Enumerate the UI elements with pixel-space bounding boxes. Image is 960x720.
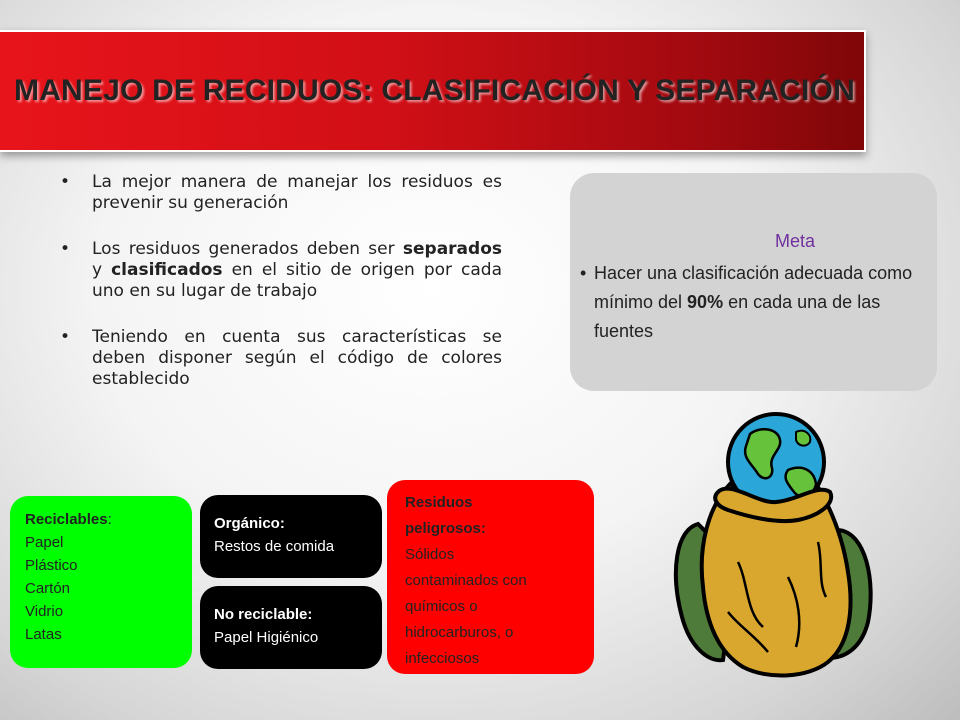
recyclables-box: Reciclables: Papel Plástico Cartón Vidrio Latas <box>10 496 192 668</box>
non-recyclable-box <box>200 586 382 669</box>
bullet-item: • Teniendo en cuenta sus características se deben disponer según el código de colores establecido <box>60 327 502 390</box>
list-item: Papel <box>25 534 64 551</box>
list-item: contaminados con <box>405 572 527 589</box>
list-item: Cartón <box>25 580 71 597</box>
list-item: Plástico <box>25 557 78 574</box>
hazardous-title: Residuos <box>405 494 473 511</box>
hazardous-box <box>387 480 594 674</box>
list-item: infecciosos <box>405 650 480 667</box>
hazardous-title: peligrosos: <box>405 520 486 537</box>
list-item: Latas <box>25 626 62 643</box>
goal-title: Meta <box>774 231 815 251</box>
goal-text: • Hacer una clasificación adecuada como mínimo del 90% en cada una de las fuentes <box>580 263 913 341</box>
bullet-item: • La mejor manera de manejar los residuos es prevenir su generación <box>60 172 502 214</box>
list-item: Sólidos <box>405 546 455 563</box>
recyclables-title: Reciclables <box>25 511 108 528</box>
earth-in-bag-icon <box>668 412 878 682</box>
goal-box <box>570 173 937 391</box>
page-title: MANEJO DE RECIDUOS: CLASIFICACIÓN Y SEPARACIÓN <box>14 74 855 107</box>
bullet-item: • Los residuos generados deben ser separados y clasificados en el sitio de origen por cada uno en su lugar de trabajo <box>60 239 502 302</box>
organic-box <box>200 495 382 578</box>
list-item: Vidrio <box>25 603 64 620</box>
list-item: químicos o <box>405 598 478 615</box>
organic-text: Restos de comida <box>214 538 335 555</box>
non-recyclable-title: No reciclable: <box>214 606 313 623</box>
bullet-list <box>60 172 502 390</box>
non-recyclable-text: Papel Higiénico <box>214 629 319 646</box>
list-item: hidrocarburos, o <box>405 624 514 641</box>
organic-title: Orgánico: <box>214 515 285 532</box>
